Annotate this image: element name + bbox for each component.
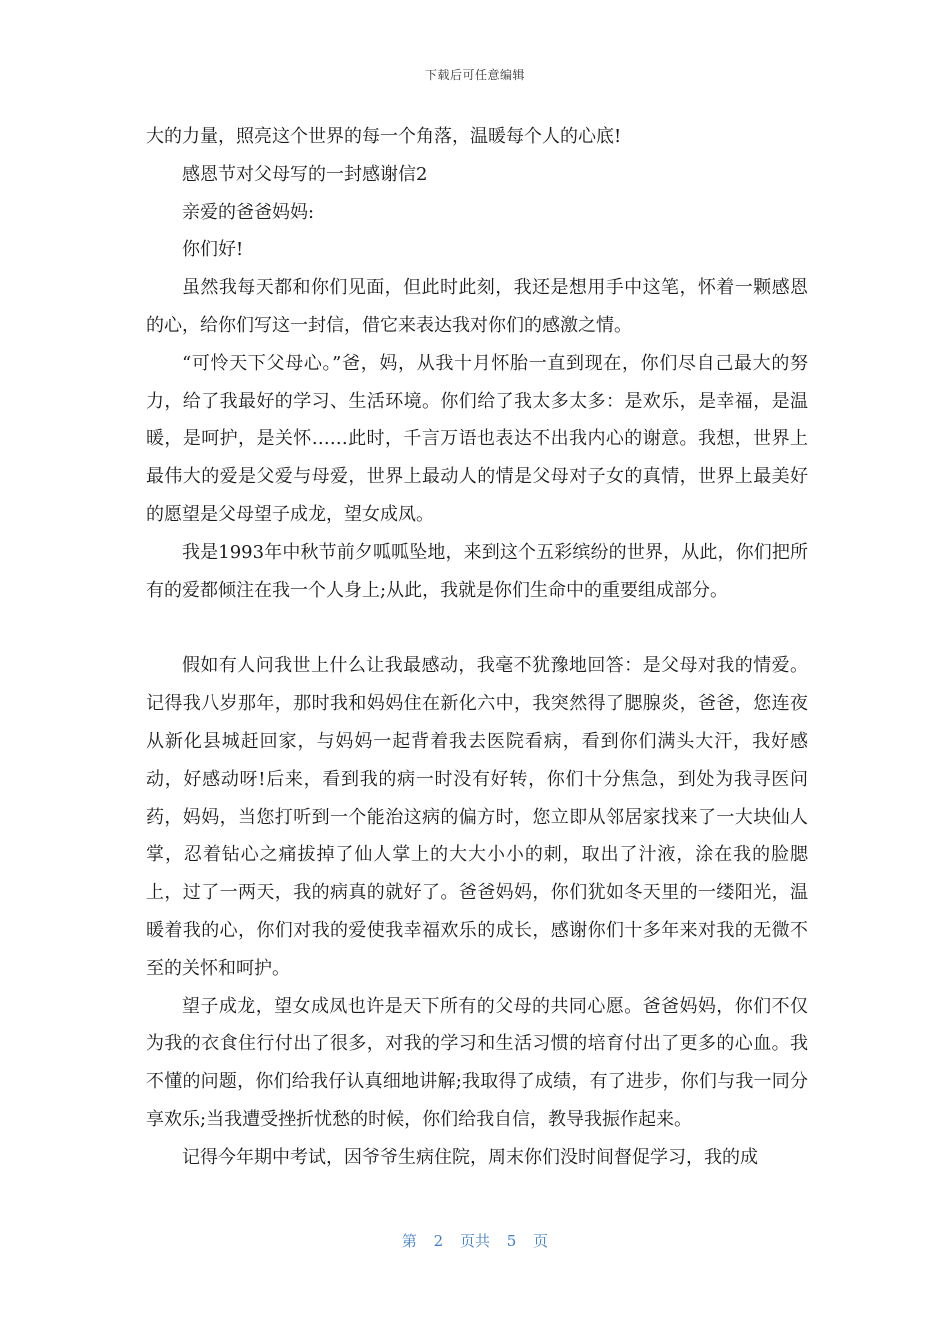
paragraph-exam-memory: 记得今年期中考试，因爷爷生病住院，周末你们没时间督促学习，我的成 [182,1146,758,1168]
document-body [146,118,808,1177]
paragraph-birth: 我是1993年中秋节前夕呱呱坠地，来到这个五彩缤纷的世界，从此，你们把所有的爱都倾注在我一个人身上;从此，我就是你们生命中的重要组成部分。 [146,541,808,601]
paragraph-intro: 虽然我每天都和你们见面，但此时此刻，我还是想用手中这笔，怀着一颗感恩的心，给你们写这一封信，借它来表达我对你们的感激之情。 [146,277,808,336]
paragraph-illness-memory: 假如有人问我世上什么让我最感动，我毫不犹豫地回答：是父母对我的情爱。 记得我八岁那年，那时我和妈妈住在新化六中，我突然得了腮腺炎，爸爸，您连夜从新化县城赶回家，与妈妈一起背着我去医院看病，看到你们满头大汗，我好感动，好感动呀!后来，看到我的病一时没有好转，你们十分焦急，到处为我寻医问药，妈妈，当您打听到一个能治这病的偏方时，您立即从邻居家找来了一大块仙人掌，忍着钻心之痛拔掉了仙人掌上的大大小小的刺，取出了汁液，涂在我的脸腮上，过了一两天，我的病真的就好了。爸爸妈妈，你们犹如冬天里的一缕阳光，温暖着我的心，你们对我的爱使我幸福欢乐的成长，感谢你们十多年来对我的无微不至的关怀和呵护。 [146,655,808,979]
page-header-note: 下载后可任意编辑 [424,68,525,82]
paragraph-parents-love: “可怜天下父母心。”爸，妈，从我十月怀胎一直到现在，你们尽自己最大的努力，给了我最好的学习、生活环境。你们给了我太多太多：是欢乐，是幸福，是温暖，是呵护，是关怀……此时，千言万语也表达不出我内心的谢意。我想，世界上最伟大的爱是父爱与母爱，世界上最动人的情是父母对子女的真情，世界上最美好的愿望是父母望子成龙，望女成凤。 [146,352,808,525]
letter-greeting: 你们好! [182,239,244,261]
paragraph-hopes: 望子成龙，望女成凤也许是天下所有的父母的共同心愿。爸爸妈妈，你们不仅为我的衣食住行付出了很多，对我的学习和生活习惯的培育付出了更多的心血。我不懂的问题，你们给我仔认真细地讲解;我取得了成绩，有了进步，你们与我一同分享欢乐;当我遭受挫折忧愁的时候，你们给我自信，教导我振作起来。 [146,995,808,1130]
letter-title: 感恩节对父母写的一封感谢信2 [182,163,428,185]
letter-salutation: 亲爱的爸爸妈妈: [182,201,315,223]
paragraph-continuation: 大的力量，照亮这个世界的每一个角落，温暖每个人的心底! [146,126,622,147]
page-number-footer: 第 2 页共 5 页 [401,1232,549,1250]
